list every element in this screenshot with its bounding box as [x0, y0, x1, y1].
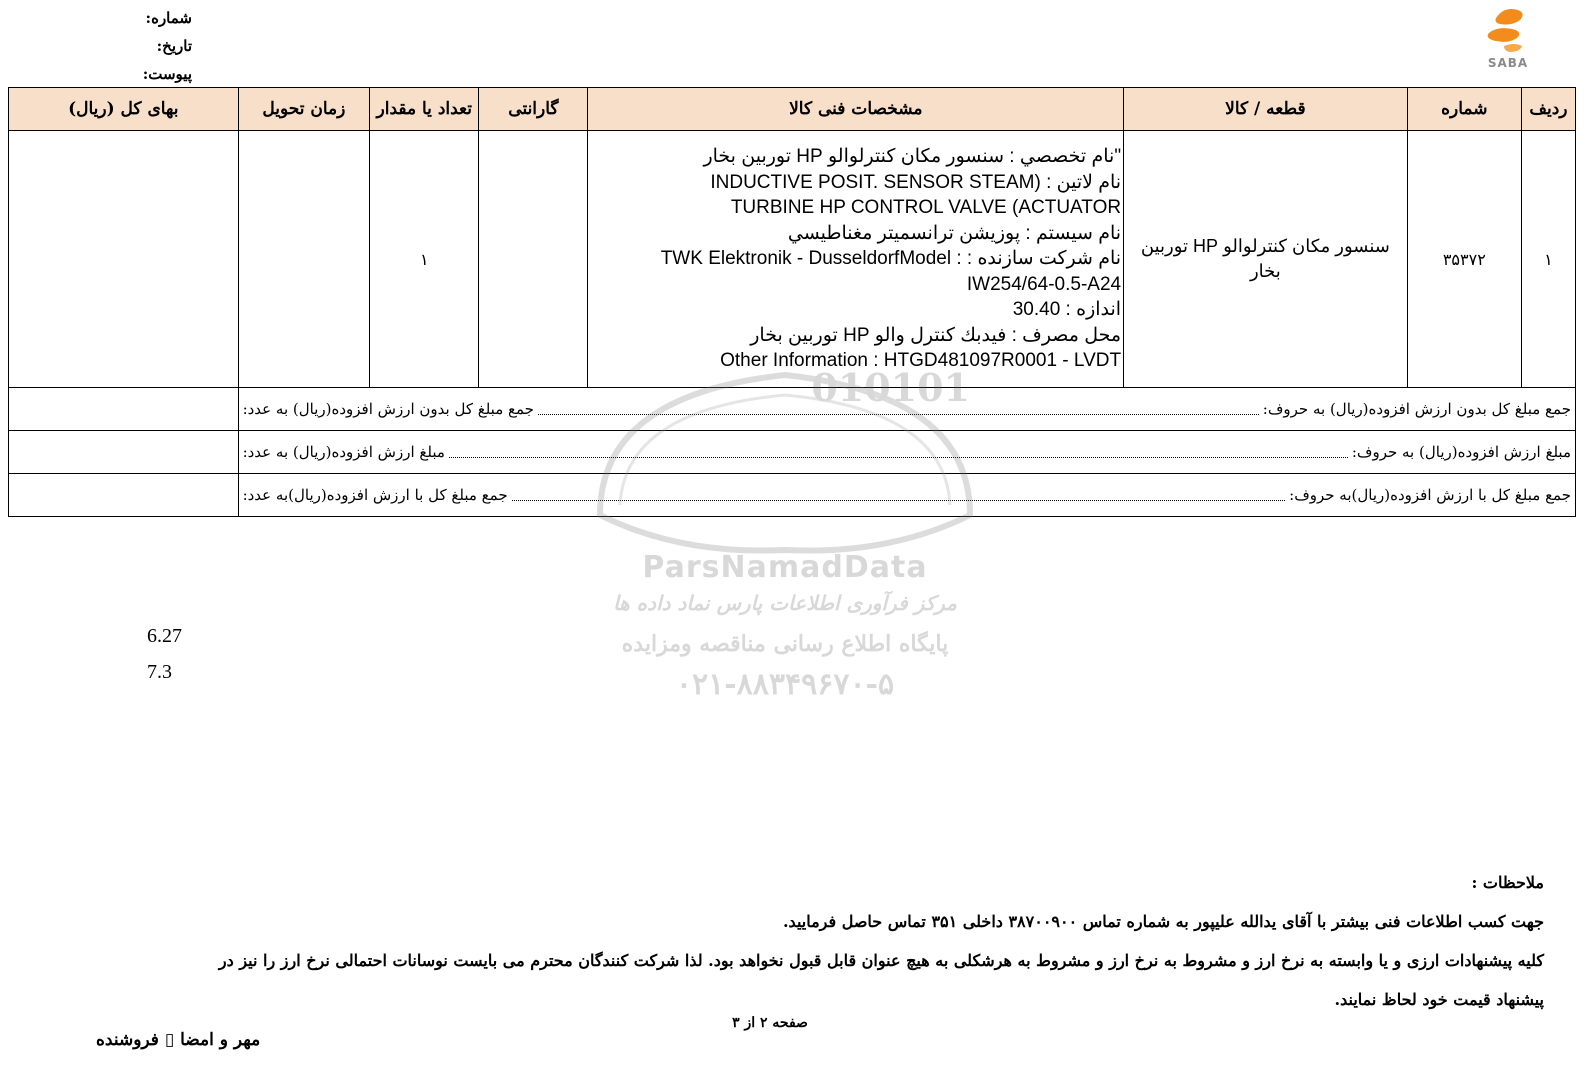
- part-name-cell: [1124, 131, 1408, 388]
- spec-line: اندازه : 30.40: [1012, 299, 1122, 321]
- col-warranty: گارانتی: [479, 88, 588, 131]
- spec-line: نام سيستم : پوزيشن ترانسميتر مغناطيسي: [787, 222, 1122, 244]
- spec-line: نام لاتين : (INDUCTIVE POSIT. SENSOR STEAM: [710, 171, 1122, 193]
- sum-digits-label: جمع مبلغ کل بدون ارزش افزوده(ریال) به عدد:: [242, 400, 534, 418]
- col-delivery: زمان تحویل: [238, 88, 370, 131]
- spec-line: Other Information : HTGD481097R0001 - LVDT: [720, 350, 1122, 372]
- note-line: کلیه پیشنهادات ارزی و یا وابسته به نرخ ارز و مشروط به نرخ ارز و مشروط به هرشکلی به هیچ عنوان قابل قبول نخواهد بود. لذا شرکت کنندگان محترم می بایست نوسانات احتمالی نرخ ارز را نیز در پیشنهاد قیمت خود لحاظ نمایند.: [218, 951, 1544, 1009]
- side-number: 7.3: [147, 661, 172, 683]
- sum-words-label: جمع مبلغ کل با ارزش افزوده(ریال)به حروف:: [1289, 486, 1571, 504]
- sum-row: [9, 474, 1576, 517]
- quantity-cell: ۱: [370, 131, 479, 388]
- dotted-line: [449, 447, 1348, 458]
- page-number: صفحه ۲ از ۳: [732, 1015, 808, 1031]
- part-number-cell: ۳۵۳۷۲: [1407, 131, 1521, 388]
- date-label: تاریخ:: [156, 37, 192, 55]
- notes-title: ملاحظات :: [1471, 873, 1544, 892]
- row-number-cell: ۱: [1521, 131, 1575, 388]
- attachment-label: پیوست:: [142, 65, 192, 83]
- sum-value-cell: [9, 431, 239, 474]
- col-row-no: ردیف: [1521, 88, 1575, 131]
- items-table: [8, 87, 1576, 517]
- watermark-phone: ۰۲۱-۸۸۳۴۹۶۷۰-۵: [675, 667, 895, 702]
- spec-line: "نام تخصصي : سنسور مكان كنترلوالو HP توربين بخار: [703, 146, 1122, 168]
- sum-digits-label: مبلغ ارزش افزوده(ریال) به عدد:: [242, 443, 445, 461]
- watermark-line2: پایگاه اطلاع رسانی مناقصه ومزایده: [621, 631, 949, 657]
- spec-line: TURBINE HP CONTROL VALVE (ACTUATOR: [730, 197, 1122, 219]
- warranty-cell: [479, 131, 588, 388]
- saba-logo: [1460, 2, 1556, 82]
- col-total-price: بهای کل (ریال): [9, 88, 239, 131]
- side-number: 6.27: [147, 625, 182, 647]
- sum-labels-cell: [238, 431, 1575, 474]
- part-name: سنسور مکان کنترلوالو HP توربین بخار: [1140, 236, 1390, 281]
- delivery-cell: [238, 131, 370, 388]
- logo-text: SABA: [1487, 56, 1529, 70]
- sum-words-label: جمع مبلغ کل بدون ارزش افزوده(ریال) به حروف:: [1262, 400, 1571, 418]
- sum-row: [9, 431, 1576, 474]
- spec-line: محل مصرف : فيدبك كنترل والو HP توربين بخار: [750, 324, 1122, 346]
- seller-signature-label: مهر و امضا ▯ فروشنده: [96, 1030, 261, 1050]
- sum-row: [9, 388, 1576, 431]
- sum-labels-cell: [238, 474, 1575, 517]
- spec-line: نام شركت سازنده : : TWK Elektronik - DusseldorfModel: [660, 248, 1122, 270]
- number-label: شماره:: [145, 9, 192, 27]
- dotted-line: [538, 404, 1259, 415]
- spec-line: IW254/64-0.5-A24: [966, 273, 1122, 295]
- total-price-cell: [9, 131, 239, 388]
- note-line: جهت کسب اطلاعات فنی بیشتر با آقای یدالله علیپور به شماره تماس ۳۸۷۰۰۹۰۰ داخلی ۳۵۱ تماس حاصل فرمایید.: [782, 912, 1544, 931]
- notes-section: [168, 868, 1544, 1019]
- sum-digits-label: جمع مبلغ کل با ارزش افزوده(ریال)به عدد:: [242, 486, 508, 504]
- saba-logo-mark: [1460, 2, 1556, 58]
- sum-words-label: مبلغ ارزش افزوده(ریال) به حروف:: [1351, 443, 1571, 461]
- col-part: قطعه / کالا: [1124, 88, 1408, 131]
- col-quantity: تعداد یا مقدار: [370, 88, 479, 131]
- watermark-digits: 010101: [811, 365, 970, 410]
- table-row: [9, 131, 1576, 388]
- watermark-brand: ParsNamadData: [642, 550, 928, 585]
- header-labels: [112, 4, 192, 88]
- dotted-line: [512, 490, 1286, 501]
- sum-value-cell: [9, 388, 239, 431]
- spec-cell: [588, 131, 1124, 388]
- spec-lines: [588, 142, 1123, 376]
- sum-value-cell: [9, 474, 239, 517]
- table-header-row: [9, 88, 1576, 131]
- col-number: شماره: [1407, 88, 1521, 131]
- watermark-line1: مرکز فرآوری اطلاعات پارس نماد داده ها: [613, 591, 957, 615]
- col-spec: مشخصات فنی کالا: [588, 88, 1124, 131]
- sum-labels-cell: [238, 388, 1575, 431]
